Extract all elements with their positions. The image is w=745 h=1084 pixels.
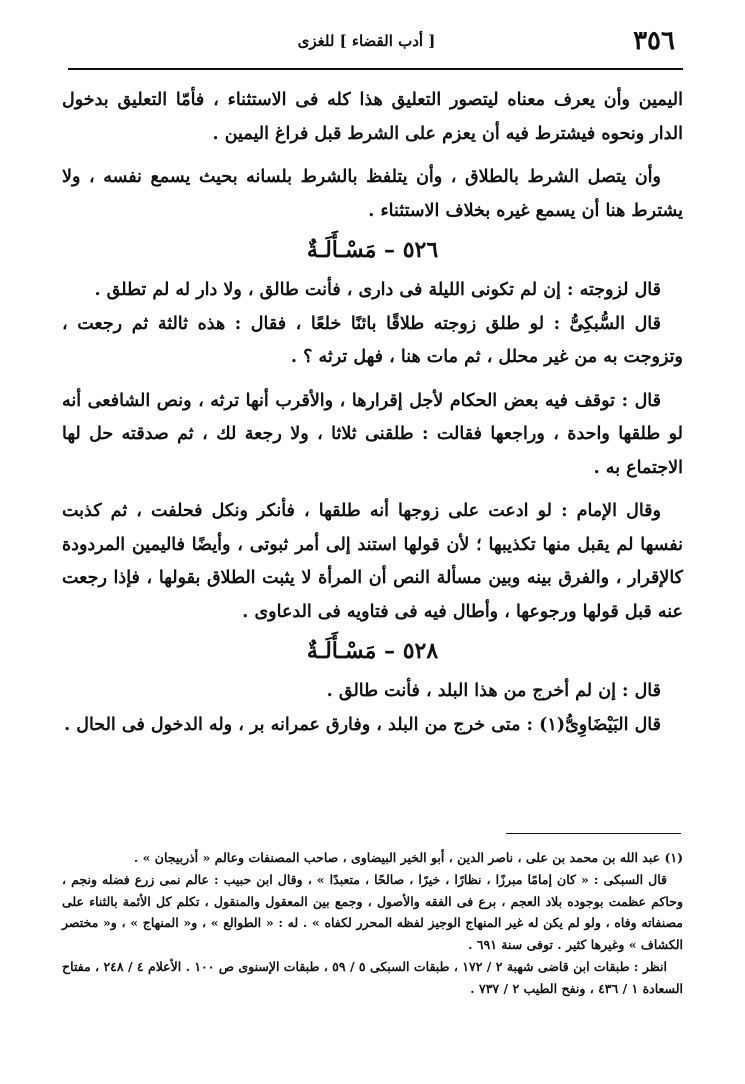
paragraph: وقال الإمام : لو ادعت على زوجها أنه طلقها ، فأنكر ونكل فحلفت ، ثم كذبت نفسها لم يقبل منها تكذيبها ؛ لأن قولها استند إلى أمر ثبوتى ، وأيضًا فاليمين المردودة كالإقرار ، والفرق بينه وبين مسألة النص أن المرأة لا يثبت الطلاق بقولها ، فإذا رجعت عنه قبل قولها ورجوعها ، وأطال فيه فى فتاويه فى الدعاوى . <box>62 501 683 622</box>
page-number: ٣٥٦ <box>633 26 675 56</box>
paragraph: وأن يتصل الشرط بالطلاق ، وأن يتلفظ بالشرط بلسانه بحيث يسمع نفسه ، ولا يشترط هنا أن يسمع غيره بخلاف الاستثناء . <box>62 167 683 221</box>
paragraph: اليمين وأن يعرف معناه ليتصور التعليق هذا كله فى الاستثناء ، فأمّا التعليق بدخول الدار ونحوه فيشترط فيه أن يعزم على الشرط قبل فراغ اليمين . <box>62 90 683 144</box>
paragraph: قال السُّبكِىُّ : لو طلق زوجته طلاقًا بائنًا خلعًا ، فقال : هذه ثالثة ثم رجعت ، وتزوجت به من غير محلل ، ثم مات هنا ، فهل ترثه ؟ . <box>62 313 683 367</box>
footnote-rule <box>506 833 681 834</box>
paragraph: قال لزوجته : إن لم تكونى الليلة فى دارى ، فأنت طالق ، ولا دار له لم تطلق . <box>94 280 661 300</box>
paragraph: قال : توقف فيه بعض الحكام لأجل إقرارها ، والأقرب أنها ترثه ، ونص الشافعى أنه لو طلقها واحدة ، وراجعها فقالت : طلقنى ثلاثا ، ولا رجعة لك ، ثم صدقته حل لها الاجتماع به . <box>62 390 683 478</box>
running-head: [ أدب القضاء ] للغزى <box>297 32 436 50</box>
footnote: قال السبكى : « كان إمامًا مبرزًا ، نظارًا ، خيرًا ، صالحًا ، متعبدًا » ، وقال ابن حبيب : عالم نمى زرع فضله ونجم ، وحاكم عظمت بوجوده بلاد العجم ، برع فى الفقه والأصول ، وجمع بين المعقول والمنقول ، تكلم كل الأئمة بالثناء على مصنفاته وفاه ، ولو لم يكن له غير المنهاج الوجيز لفظه المحرر لكفاه » . له : « الطوالع » ، و« المنهاج » ، و« مختصر الكشاف » وغيرها كثير . توفى سنة ٦٩١ . <box>62 871 683 953</box>
section-heading: ٥٢٨ – مَسْـأَلَـةٌ <box>306 638 439 664</box>
page-header <box>58 24 675 64</box>
footnote: انظر : طبقات ابن قاضى شهبة ٢ / ١٧٢ ، طبقات السبكى ٥ / ٥٩ ، طبقات الإسنوى ص ١٠٠ . الأعلام ٤ / ٢٤٨ ، مفتاح السعادة ١ / ٤٣٦ ، ونفح الطيب ٢ / ٧٣٧ . <box>62 958 683 996</box>
header-rule <box>68 68 683 70</box>
body-text <box>62 84 683 742</box>
paragraph: قال البَيْضَاوِىُّ(١) : متى خرج من البلد ، وفارق عمرانه بر ، وله الدخول فى الحال . <box>64 714 661 735</box>
footnote: (١) عبد الله بن محمد بن على ، ناصر الدين ، أبو الخير البيضاوى ، صاحب المصنفات وعالم « أذربيجان » . <box>133 850 683 865</box>
paragraph: قال : إن لم أخرج من هذا البلد ، فأنت طالق . <box>326 681 661 701</box>
footnotes <box>62 847 683 1000</box>
section-heading: ٥٢٦ – مَسْـأَلَـةٌ <box>306 237 439 263</box>
